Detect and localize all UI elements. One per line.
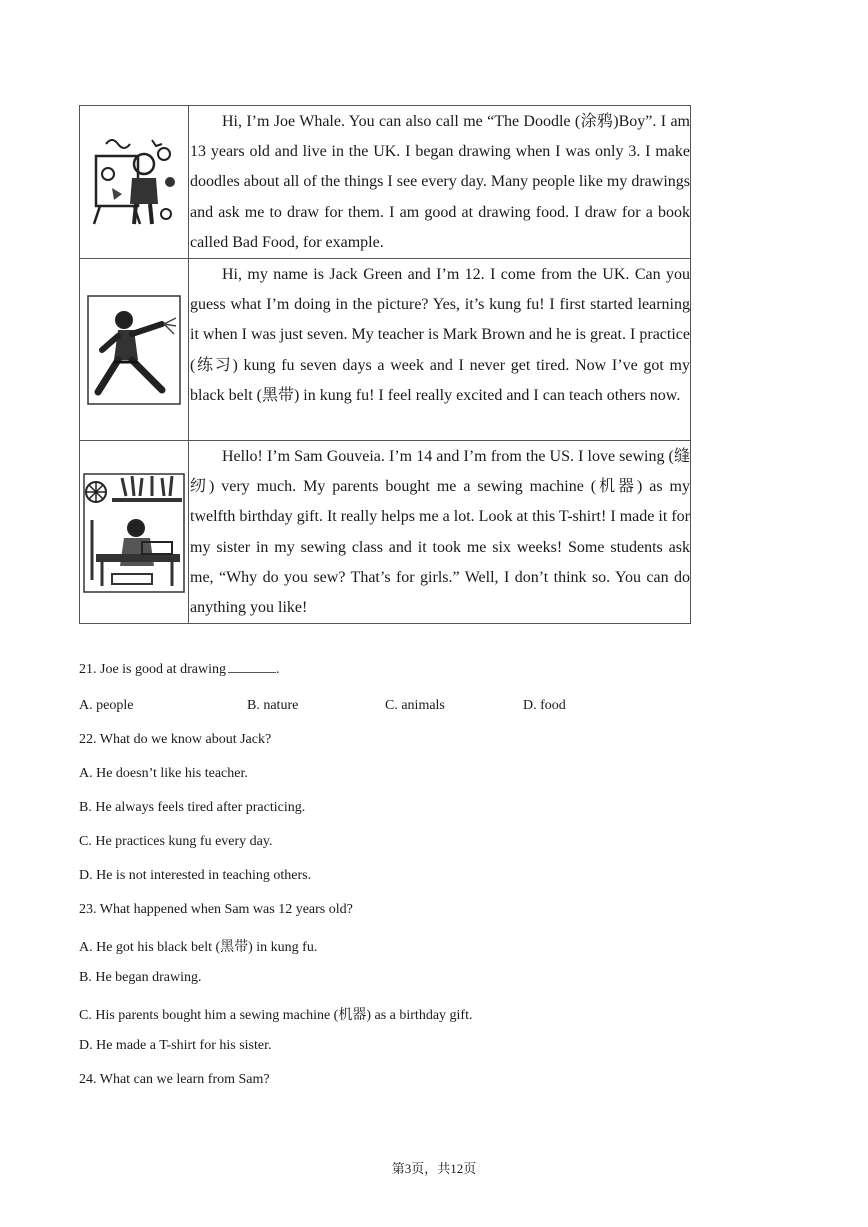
option-21-d[interactable]: D. food [523,698,566,713]
option-23-c[interactable]: C. His parents bought him a sewing machine (机器) as a birthday gift. [79,1008,473,1023]
option-21-b[interactable]: B. nature [247,698,299,713]
question-21: 21. Joe is good at drawing . [79,662,280,677]
option-23-a[interactable]: A. He got his black belt (黑带) in kung fu. [79,940,318,955]
profile-row-jack [80,259,691,441]
question-21-stem: 21. Joe is good at drawing [79,662,226,677]
option-23-d[interactable]: D. He made a T-shirt for his sister. [79,1038,272,1053]
kung-fu-boy-illustration [80,259,189,441]
page-footer: 第3页，共12页 [391,1161,477,1176]
profiles-table [79,105,691,624]
option-22-d[interactable]: D. He is not interested in teaching others. [79,868,312,883]
profile-row-sam [80,441,691,624]
option-22-b[interactable]: B. He always feels tired after practicing. [79,800,306,815]
option-22-a[interactable]: A. He doesn’t like his teacher. [79,766,248,781]
option-21-a[interactable]: A. people [79,698,134,713]
question-24-stem: 24. What can we learn from Sam? [79,1072,270,1087]
sewing-boy-illustration [80,441,189,624]
answer-blank[interactable] [228,672,276,673]
option-21-c[interactable]: C. animals [385,698,445,713]
option-23-b[interactable]: B. He began drawing. [79,970,202,985]
doodle-boy-illustration [80,106,189,259]
question-23-stem: 23. What happened when Sam was 12 years old? [79,902,353,917]
question-22-stem: 22. What do we know about Jack? [79,732,272,747]
question-21-options [79,698,566,714]
option-22-c[interactable]: C. He practices kung fu every day. [79,834,273,849]
profile-text-sam: Hello! I’m Sam Gouveia. I’m 14 and I’m from the US. I love sewing (缝纫) very much. My parents bought me a sewing machine (机器) as my twelfth birthday gift. It really helps me a lot. Look at this T-shirt! I made it for my sister in my sewing class and it took me six weeks! Some students ask me, “Why do you sew? That’s for girls.” Well, I don’t think so. You can do anything you like! [190,448,690,617]
profile-row-joe [80,106,691,259]
profile-text-joe: Hi, I’m Joe Whale. You can also call me “The Doodle (涂鸦)Boy”. I am 13 years old and live in the UK. I began drawing when I was only 3. I make doodles about all of the things I see every day. Many people like my drawings and ask me to draw for them. I am good at drawing food. I draw for a book called Bad Food, for example. [190,113,690,251]
profile-text-jack: Hi, my name is Jack Green and I’m 12. I come from the UK. Can you guess what I’m doing in the picture? Yes, it’s kung fu! I first started learning it when I was just seven. My teacher is Mark Brown and he is great. I practice (练习) kung fu seven days a week and I never get tired. Now I’ve got my black belt (黑带) in kung fu! I feel really excited and I can teach others now. [190,266,690,404]
